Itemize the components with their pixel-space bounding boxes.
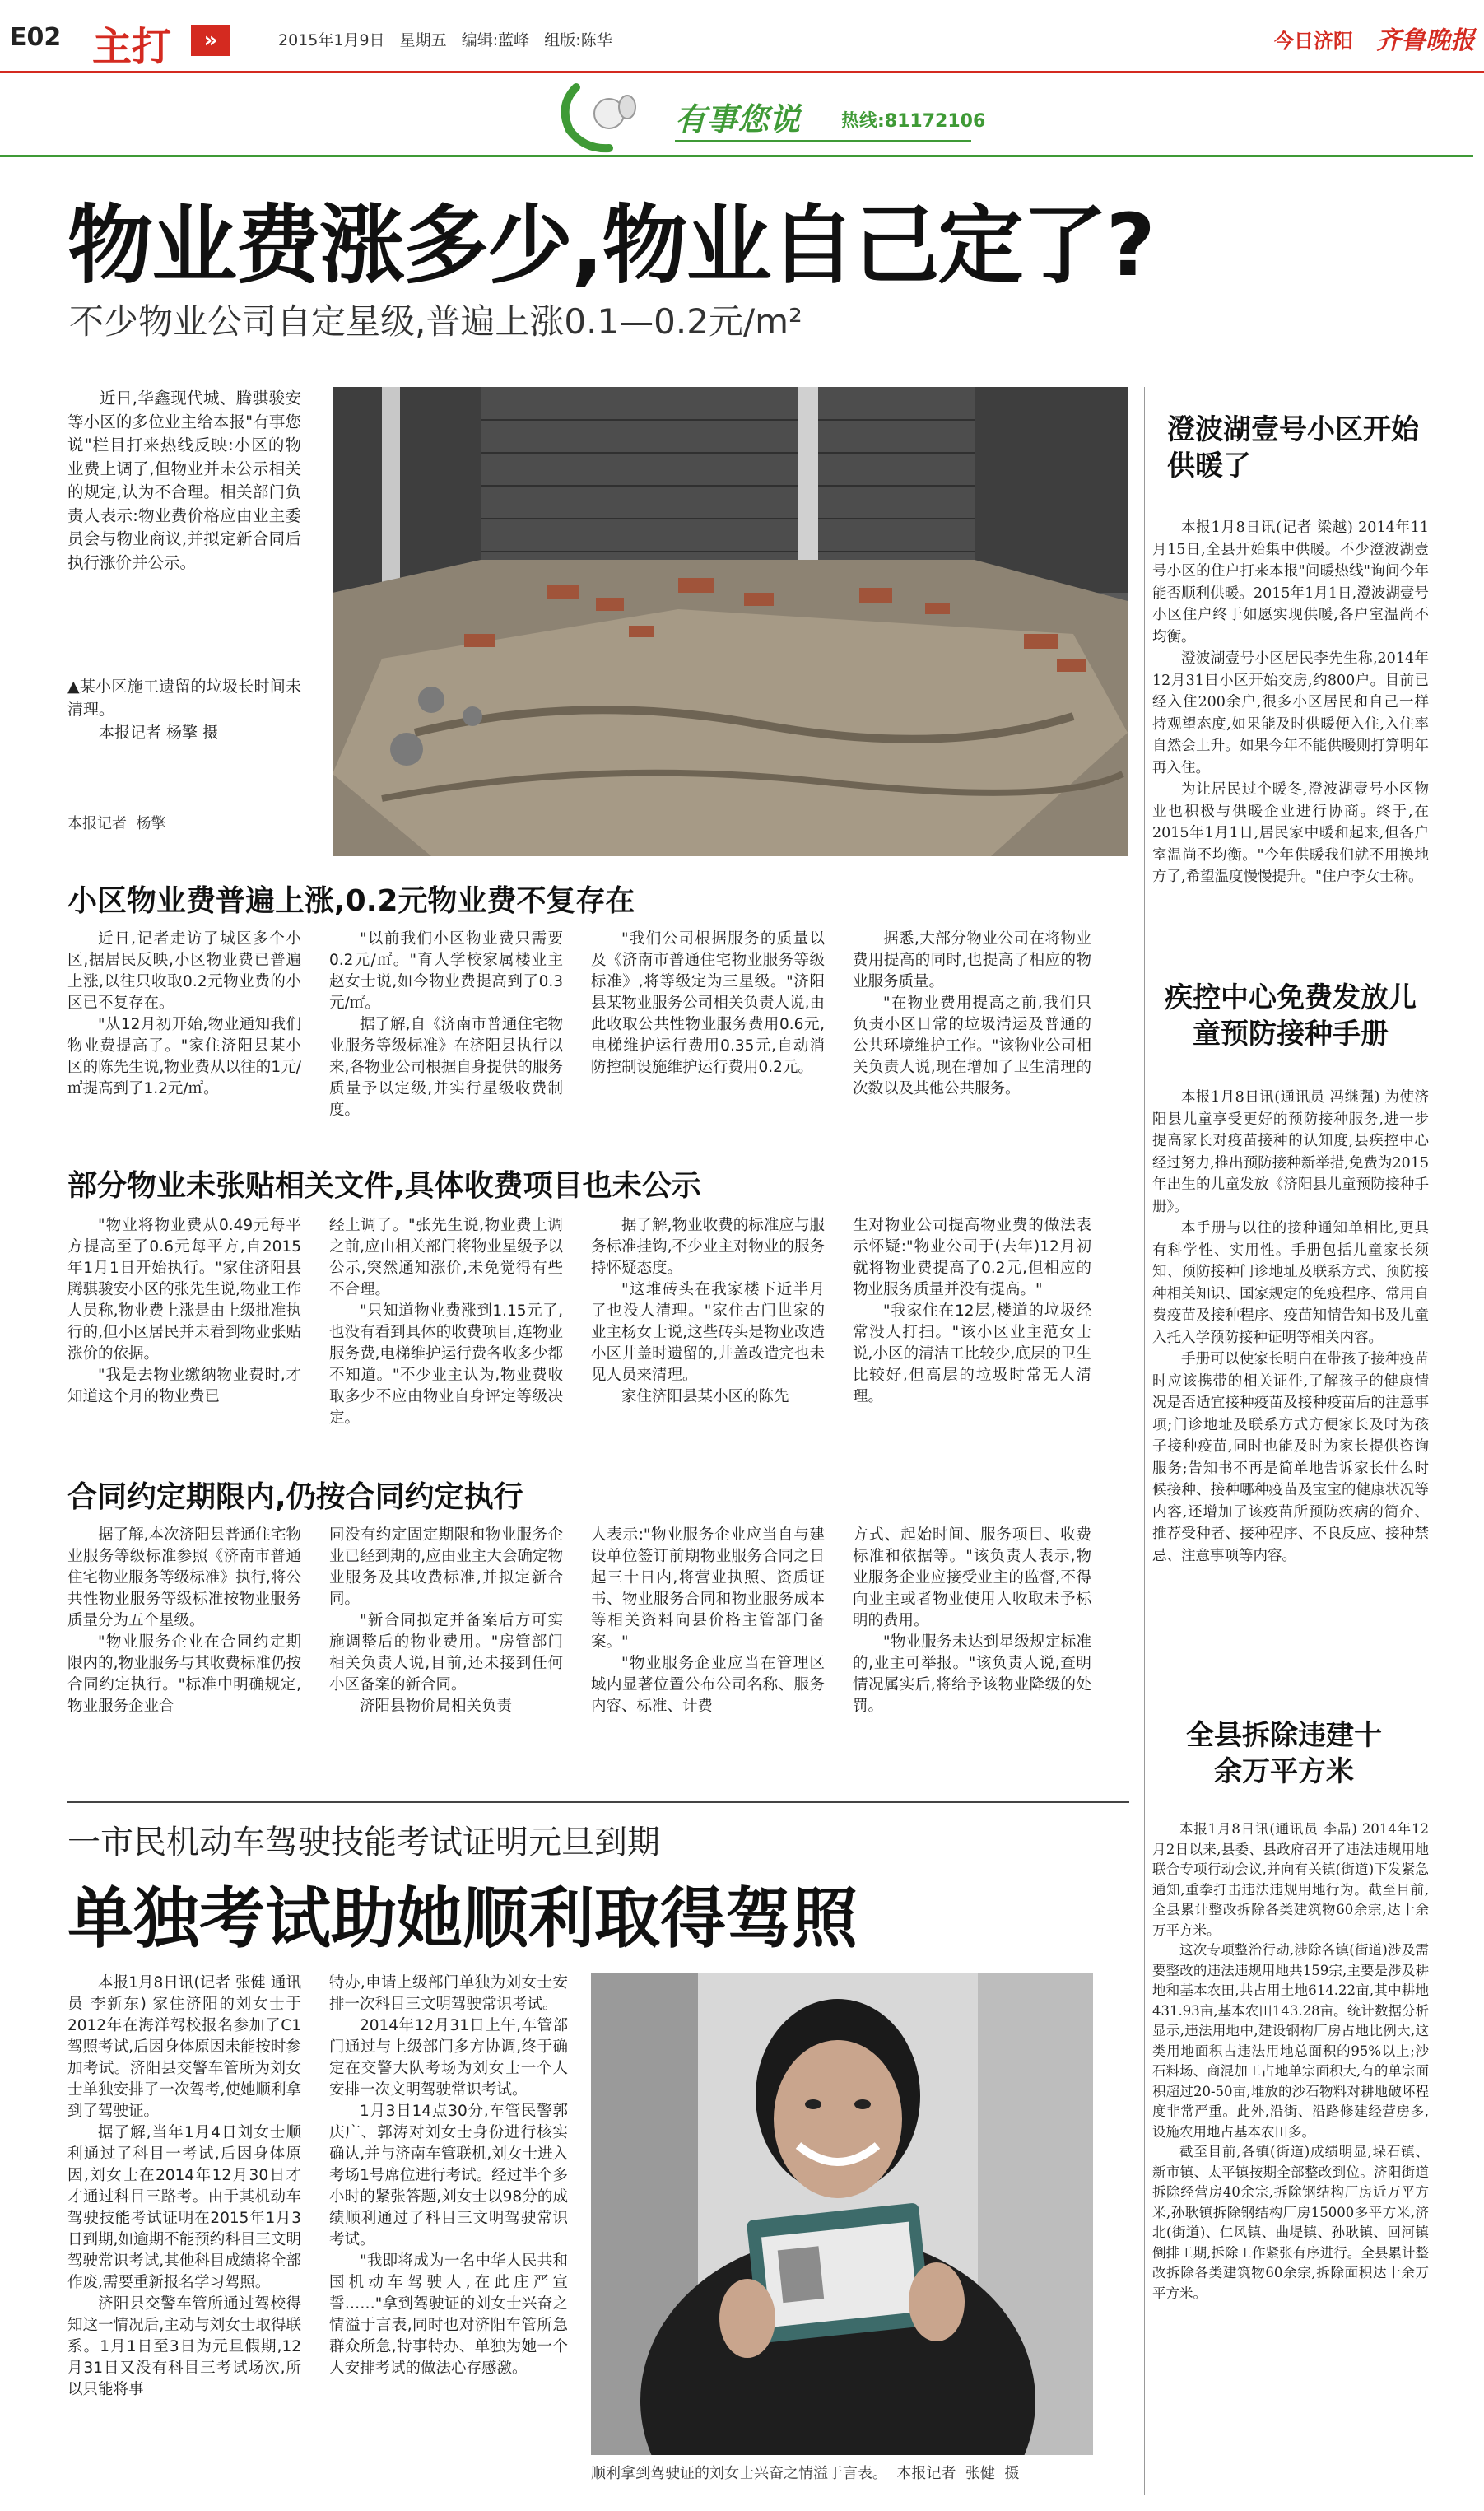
section1-col3 (591, 929, 825, 1078)
column-name: 有事您说 (675, 101, 801, 137)
paragraph: 同没有约定固定期限和物业服务企业已经到期的,应由业主大会确定物业服务及其收费标准,并拟定新合同。 (329, 1526, 563, 1608)
section1-col1 (67, 929, 301, 1100)
banner-underline (675, 140, 971, 142)
paragraph: 手册可以使家长明白在带孩子接种疫苗时应该携带的相关证件,了解孩子的健康情况是否适宜接种疫苗及接种疫苗后的注意事项;门诊地址及联系方式方便家长及时为孩子接种疫苗,同时也能及时为家长提供咨询服务;告知书不再是简单地告诉家长什么时候接种、接种哪种疫苗及宝宝的健康状况等内容,还增加了该疫苗所预防疾病的简介、推荐受种者、接种程序、不良反应、接种禁忌、注意事项等内容。 (1152, 1351, 1429, 1564)
header-rule (0, 71, 1484, 73)
paragraph: 方式、起始时间、服务项目、收费标准和依据等。"该负责人表示,物业服务企业应接受业主的监督,不得向业主或者物业使用人收取未予标明的费用。 (853, 1526, 1091, 1629)
paragraph: "在物业费用提高之前,我们只负责小区日常的垃圾清运及普通的公共环境维护工作。"该物业公司相关负责人说,现在增加了卫生清理的次数以及其他公共服务。 (853, 995, 1091, 1097)
story2-photo (591, 1973, 1093, 2455)
phone-icon (551, 81, 642, 153)
paragraph: 为让居民过个暖冬,澄波湖壹号小区物业也积极与供暖企业进行协商。终于,在2015年1月1日,居民家中暖和起来,但各户室温尚不均衡。"今年供暖我们就不用换地方了,希望温度慢慢提升。"住户李女士称。 (1152, 781, 1429, 885)
section2-col2 (329, 1215, 563, 1429)
paragraph: 本报1月8日讯(记者 张健 通讯员 李新东) 家住济阳的刘女士于2012年在海洋驾校报名参加了C1驾照考试,后因身体原因未能按时参加考试。济阳县交警车管所为刘女士单独安排了一次驾考,使她顺利拿到了驾驶证。 (67, 1974, 301, 2120)
page-number: E02 (10, 23, 62, 52)
issue-info: 2015年1月9日 星期五 编辑:蓝峰 组版:陈华 (278, 31, 612, 49)
lead-summary (67, 387, 301, 575)
section-title: 主打 (92, 24, 172, 70)
sidebar-story2-title-text: 疾控中心免费发放儿童预防接种手册 (1165, 981, 1417, 1051)
paragraph: 经上调了。"张先生说,物业费上调之前,应由相关部门将物业星级予以公示,突然通知涨价,未免觉得有些不合理。 (329, 1217, 563, 1298)
section3-col2 (329, 1525, 563, 1717)
paragraph: "物业服务企业应当在管理区域内显著位置公布公司名称、服务内容、标准、计费 (591, 1655, 825, 1715)
story2-col1 (67, 1973, 301, 2401)
story2-title: 单独考试助她顺利取得驾照 (67, 1880, 858, 1957)
paragraph: 据了解,当年1月4日刘女士顺利通过了科目一考试,后因身体原因,刘女士在2014年12月30日才才通过科目三路考。由于其机动车驾驶技能考试证明在2015年1月3日到期,如逾期不能预约科目三文明驾驶常识考试,其他科目成绩将全部作废,需要重新报名学习驾照。 (67, 2124, 301, 2291)
sidebar-story2-title (1152, 980, 1429, 1052)
section1-col2 (329, 929, 563, 1121)
paragraph: "我们公司根据服务的质量以及《济南市普通住宅物业服务等级标准》,将等级定为三星级。"济阳县某物业服务公司相关负责人说,由此收取公共性物业服务费用0.6元,电梯维护运行费用0.35元,自动消防控制设施维护运行费用0.2元。 (591, 930, 825, 1076)
paragraph: "物业服务未达到星级规定标准的,业主可举报。"该负责人说,查明情况属实后,将给予该物业降级的处罚。 (853, 1633, 1091, 1715)
story2-photo-caption: 顺利拿到驾驶证的刘女士兴奋之情溢于言表。 本报记者 张健 摄 (591, 2465, 1020, 2482)
paragraph: "我是去物业缴纳物业费时,才知道这个月的物业费已 (67, 1367, 301, 1405)
section3-heading: 合同约定期限内,仍按合同约定执行 (67, 1480, 523, 1514)
lead-photo-credit-2: 本报记者 杨擎 (67, 815, 166, 832)
sidebar-story3-title-text: 全县拆除违建十余万平方米 (1186, 1719, 1382, 1788)
lead-photo (333, 387, 1128, 856)
paragraph: 特办,申请上级部门单独为刘女士安排一次科目三文明驾驶常识考试。 (329, 1974, 568, 2013)
sidebar-story1-title-text: 澄波湖壹号小区开始供暖了 (1167, 413, 1419, 482)
column-banner (543, 76, 1054, 158)
section2-col4 (853, 1215, 1091, 1408)
lead-photo-credit-1: 本报记者 杨擎 摄 (99, 724, 219, 742)
sidebar-story1-title (1167, 412, 1439, 484)
sidebar-story2-body (1152, 1087, 1429, 1567)
paragraph: 据了解,本次济阳县普通住宅物业服务等级标准参照《济南市普通住宅物业服务等级标准》执行,将公共性物业服务等级标准按物业服务质量分为五个星级。 (67, 1526, 301, 1629)
section3-col4 (853, 1525, 1091, 1717)
section-arrow-icon: » (191, 25, 230, 56)
lead-summary-text: 近日,华鑫现代城、腾骐骏安等小区的多位业主给本报"有事您说"栏目打来热线反映:小区的物业费上调了,但物业并未公示相关的规定,认为不合理。相关部门负责人表示:物业费价格应由业主委员会与物业商议,并拟定新合同后执行涨价并公示。 (67, 389, 301, 572)
paragraph: "我家住在12层,楼道的垃圾经常没人打扫。"该小区业主范女士说,小区的清洁工比较少,底层的卫生比较好,但高层的垃圾时常无人清理。 (853, 1302, 1091, 1405)
paragraph: 本手册与以往的接种通知单相比,更具有科学性、实用性。手册包括儿童家长须知、预防接种门诊地址及联系方式、预防接种相关知识、国家规定的免疫程序、常用自费疫苗及接种程序、疫苗知情告知书及儿童入托入学预防接种证明等相关内容。 (1152, 1220, 1429, 1346)
story2-kicker: 一市民机动车驾驶技能考试证明元旦到期 (67, 1824, 660, 1861)
paragraph: 济阳县交警车管所通过驾校得知这一情况后,主动与刘女士取得联系。1月1日至3日为元旦假期,12月31日又没有科目三考试场次,所以只能将事 (67, 2295, 301, 2398)
paper-logo: 齐鲁晚报 (1376, 26, 1475, 55)
section1-heading: 小区物业费普遍上涨,0.2元物业费不复存在 (67, 884, 635, 918)
lead-subtitle: 不少物业公司自定星级,普遍上涨0.1—0.2元/m² (69, 301, 802, 342)
paragraph: 人表示:"物业服务企业应当自与建设单位签订前期物业服务合同之日起三十日内,将营业执照、资质证书、物业服务合同和物业服务成本等相关资料向县价格主管部门备案。" (591, 1526, 825, 1651)
edition-name: 今日济阳 (1274, 30, 1353, 53)
paragraph: "这堆砖头在我家楼下近半月了也没人清理。"家住古门世家的业主杨女士说,这些砖头是物业改造小区井盖时遗留的,井盖改造完也未见人员来清理。 (591, 1281, 825, 1384)
banner-rule-left (0, 155, 1473, 157)
paragraph: 据了解,自《济南市普通住宅物业服务等级标准》在济阳县执行以来,各物业公司根据自身提供的服务质量予以定级,并实行星级收费制度。 (329, 1016, 563, 1119)
story2-col2 (329, 1973, 568, 2379)
paragraph: 澄波湖壹号小区居民李先生称,2014年12月31日小区开始交房,约800户。目前已经入住200余户,很多小区居民和自己一样持观望态度,如果能及时供暖便入住,入住率自然会上升。如果今年不能供暖则打算明年再入住。 (1152, 650, 1429, 776)
lead-title: 物业费涨多少,物业自己定了? (67, 195, 1154, 296)
paragraph: 济阳县物价局相关负责 (360, 1698, 513, 1715)
paragraph: 本报1月8日讯(通讯员 李晶) 2014年12月2日以来,县委、县政府召开了违法违规用地联合专项行动会议,并向有关镇(街道)下发紧急通知,重拳打击违法违规用地行为。截至目前,全县累计整改拆除各类建筑物60余宗,达十余万平方米。 (1152, 1821, 1429, 1938)
paragraph: 本报1月8日讯(通讯员 冯继强) 为使济阳县儿童享受更好的预防接种服务,进一步提高家长对疫苗接种的认知度,县疾控中心经过努力,推出预防接种新举措,免费为2015年出生的儿童发放《济阳县儿童预防接种手册》。 (1152, 1089, 1429, 1215)
paragraph: "从12月初开始,物业通知我们物业费提高了。"家住济阳县某小区的陈先生说,物业费从以往的1元/㎡提高到了1.2元/㎡。 (67, 1016, 301, 1097)
section3-col3 (591, 1525, 825, 1717)
paragraph: "只知道物业费涨到1.15元了,也没有看到具体的收费项目,连物业服务费,电梯维护运行费各收多少都不知道。"不少业主认为,物业费收取多少不应由物业自身评定等级决定。 (329, 1302, 563, 1427)
hotline: 热线:81172106 (841, 111, 986, 132)
section2-heading: 部分物业未张贴相关文件,具体收费项目也未公示 (67, 1169, 701, 1203)
lead-photo-caption (67, 675, 301, 744)
paragraph: 2014年12月31日上午,车管部门通过与上级部门多方协调,终于确定在交警大队考场为刘女士一个人安排一次文明驾驶常识考试。 (329, 2017, 568, 2099)
paragraph: 生对物业公司提高物业费的做法表示怀疑:"物业公司于(去年)12月初就将物业费提高了0.2元,但相应的物业服务质量并没有提高。" (853, 1217, 1091, 1298)
paragraph: 据悉,大部分物业公司在将物业费用提高的同时,也提高了相应的物业服务质量。 (853, 930, 1091, 990)
column-divider (1144, 387, 1145, 2495)
sidebar-story3-body (1152, 1819, 1429, 2304)
section1-col4 (853, 929, 1091, 1100)
section2-col1 (67, 1215, 301, 1408)
paragraph: 近日,记者走访了城区多个小区,据居民反映,小区物业费已普遍上涨,以往只收取0.2元物业费的小区已不复存在。 (67, 930, 301, 1012)
section2-col3 (591, 1215, 825, 1408)
lead-photo-caption-text: ▲某小区施工遗留的垃圾长时间未清理。 (67, 678, 301, 719)
paragraph: 家住济阳县某小区的陈先 (621, 1388, 789, 1405)
paragraph: 本报1月8日讯(记者 梁越) 2014年11月15日,全县开始集中供暖。不少澄波湖壹号小区的住户打来本报"问暖热线"询问今年能否顺利供暖。2015年1月1日,澄波湖壹号小区住户终于如愿实现供暖,各户室温尚不均衡。 (1152, 519, 1429, 645)
paragraph: 这次专项整治行动,涉除各镇(街道)涉及需要整改的违法违规用地共159宗,主要是涉及耕地和基本农田,共占用土地614.22亩,其中耕地431.93亩,基本农田143.28亩。统计数据分析显示,违法用地中,建设钢构厂房占地比例大,这类用地面积占违法用地总面积的95%以上;沙石料场、商混加工占地单宗面积大,有的单宗面积超过20-50亩,堆放的沙石物料对耕地破坏程度非常严重。此外,沿街、沿路修建经营房多,设施农用地占基本农田多。 (1152, 1942, 1429, 2140)
paragraph: 据了解,物业收费的标准应与服务标准挂钩,不少业主对物业的服务持怀疑态度。 (591, 1217, 825, 1277)
paragraph: 截至目前,各镇(街道)成绩明显,垛石镇、新市镇、太平镇按期全部整改到位。济阳街道拆除经营房40余宗,拆除钢结构厂房近万平方米,孙耿镇拆除钢结构厂房15000多平方米,济北(街道)、仁风镇、曲堤镇、孙耿镇、回河镇倒排工期,拆除工作紧张有序进行。全县累计整改拆除各类建筑物60余宗,拆除面积达十余万平方米。 (1152, 2144, 1429, 2301)
paragraph: "新合同拟定并备案后方可实施调整后的物业费用。"房管部门相关负责人说,目前,还未接到任何小区备案的新合同。 (329, 1612, 563, 1693)
section3-col1 (67, 1525, 301, 1717)
paragraph: "物业将物业费从0.49元每平方提高至了0.6元每平方,自2015年1月1日开始执行。"家住济阳县腾骐骏安小区的张先生说,物业工作人员称,物业费上涨是由上级批准执行的,但小区居民并未看到物业张贴涨价的依据。 (67, 1217, 301, 1363)
paragraph: "物业服务企业在合同约定期限内的,物业服务与其收费标准仍按合同约定执行。"标准中明确规定,物业服务企业合 (67, 1633, 301, 1715)
paragraph: 1月3日14点30分,车管民警郭庆广、郭涛对刘女士身份进行核实确认,并与济南车管联机,刘女士进入考场1号席位进行考试。经过半个多小时的紧张答题,刘女士以98分的成绩顺利通过了科目三文明驾驶常识考试。 (329, 2103, 568, 2248)
sidebar-story3-title (1177, 1717, 1391, 1790)
paragraph: "以前我们小区物业费只需要0.2元/㎡。"育人学校家属楼业主赵女士说,如今物业费提高到了0.3元/㎡。 (329, 930, 563, 1012)
page-header (0, 0, 1484, 82)
sidebar-story1-body (1152, 517, 1429, 888)
paragraph: "我即将成为一名中华人民共和国机动车驾驶人,在此庄严宣誓……"拿到驾驶证的刘女士兴奋之情溢于言表,同时也对济阳车管所急群众所急,特事特办、单独为她一个人安排考试的做法心存感激。 (329, 2252, 568, 2377)
story-separator (67, 1801, 1129, 1803)
